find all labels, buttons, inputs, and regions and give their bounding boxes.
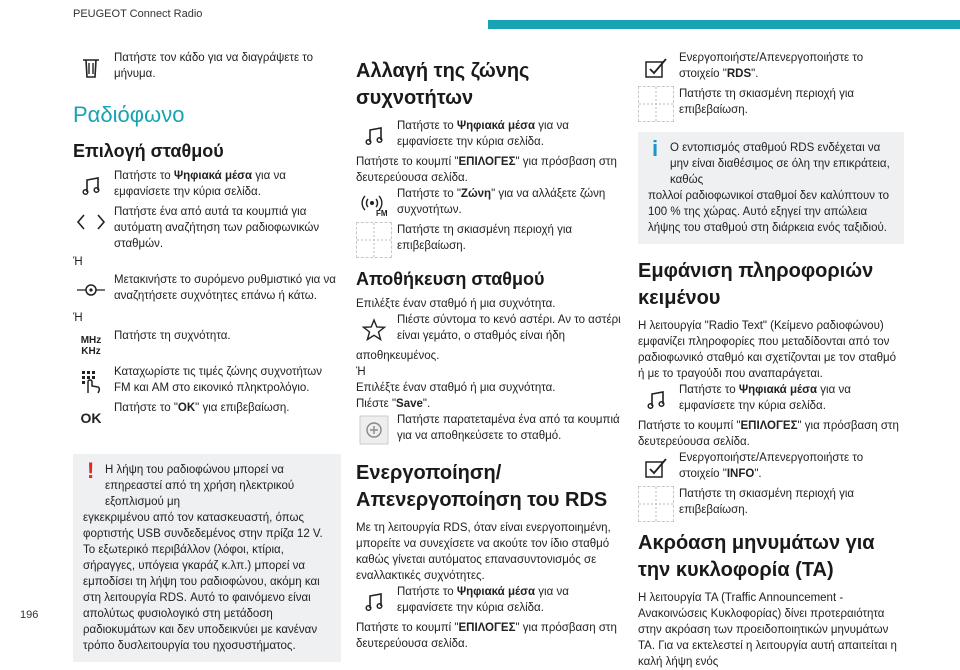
station-step-4: MHz KHz Πατήστε τη συχνότητα. [73, 328, 341, 364]
page-number: 196 [20, 609, 39, 621]
keypad-hand-icon [73, 364, 109, 400]
traffic-announcement-title: Ακρόαση μηνυμάτων για την κυκλοφορία (TA) [638, 532, 875, 581]
store-station-title: Αποθήκευση σταθμού [356, 269, 545, 289]
music-note-icon [356, 118, 392, 154]
running-header: PEUGEOT Connect Radio [73, 8, 203, 20]
rds-title: Ενεργοποίηση/ Απενεργοποίηση του RDS [356, 462, 608, 511]
station-step-2: Πατήστε ένα από αυτά τα κουμπιά για αυτόματη αναζήτηση των ραδιοφωνικών σταθμών. [73, 204, 341, 252]
station-step-3: Μετακινήστε το συρόμενο ρυθμιστικό για να αναζητήσετε συχνότητες επάνω ή κάτω. [73, 272, 341, 308]
text-info-title: Εμφάνιση πληροφοριών κειμένου [638, 260, 874, 309]
shaded-area-icon [638, 486, 674, 522]
station-step-1: Πατήστε το Ψηφιακά μέσα για να εμφανίσετε την κύρια σελίδα. [73, 168, 341, 204]
station-step-6: OK Πατήστε το "OK" για επιβεβαίωση. [73, 400, 341, 436]
music-note-icon [73, 168, 109, 204]
slider-icon [73, 272, 109, 308]
station-step-5: Καταχωρίστε τις τιμές ζώνης συχνοτήτων FM και AM στο εικονικό πληκτρολόγιο. [73, 364, 341, 400]
radio-fm-icon [356, 186, 392, 222]
checkbox-icon [638, 450, 674, 486]
checkbox-icon [638, 50, 674, 86]
column-3: Ενεργοποιήστε/Απενεργοποιήστε το στοιχείο "RDS". Πατήστε τη σκιασμένη περιοχή για επιβεβαίωση. i Ο εντοπισμός σταθμού RDS ενδέχεται να μην είναι διαθέσιμος σε όλη την επικράτεια, καθώς πολλοί ραδιοφωνικοί σταθμοί δεν καλύπτουν το 100 % της χώρας. Αυτό εξηγεί την απώλεια λήψης του σταθμού στη διάρκεια ενός ταξιδιού. Εμφάνιση πληροφοριών κειμένου Η λειτουργία "Radio Text" (Κείμενο ραδιοφώνου) εμφανίζει πληροφορίες που μεταδίδονται από τον ραδιοφωνικό σταθμό και σχετίζονται με τον σταθμό ή με το τραγούδι που αναπαράγεται. Πατήστε το Ψηφιακά μέσα για να εμφανίσετε την κύρια σελίδα. Πατήστε το κουμπί "ΕΠΙΛΟΓΕΣ" για πρόσβαση στη δευτερεύουσα σελίδα. Ενεργοποιήστε/Απενεργοποιήστε το στοιχείο "INFO". Πατήστε τη σκιασμένη περιοχή για επιβεβαίωση. Ακρόαση μηνυμάτων για την κυκλοφορία (TA) Η λειτουργία TA (Traffic Announcement - Ανακοινώσεις Κυκλοφορίας) δίνει προτεραιότητα στην ακρόαση των προειδοποιητικών μηνυμάτων TA. Για να εκτελεστεί η λειτουργία αυτή απαιτείται η καλή λήψη ενός [638, 50, 904, 670]
band-change-title: Αλλαγή της ζώνης συχνοτήτων [356, 60, 530, 109]
svg-text:FM: FM [376, 209, 388, 218]
shaded-area-icon [356, 222, 392, 258]
warning-icon: ! [87, 458, 95, 483]
trash-step [73, 50, 341, 86]
section-title-radio: Ραδιόφωνο [73, 102, 185, 127]
header-accent-bar [488, 20, 960, 29]
media-label: Ψηφιακά μέσα [173, 170, 253, 182]
station-select-title: Επιλογή σταθμού [73, 141, 224, 161]
info-icon: i [652, 136, 659, 161]
music-note-icon [638, 382, 674, 418]
shaded-area-icon [638, 86, 674, 122]
column-2: Αλλαγή της ζώνης συχνοτήτων Πατήστε το Ψηφιακά μέσα για να εμφανίσετε την κύρια σελίδα. Πατήστε το κουμπί "ΕΠΙΛΟΓΕΣ" για πρόσβαση στη δευτερεύουσα σελίδα. FM Πατήστε το "Ζώνη" για να αλλάξετε ζώνη συχνοτήτων. Πατήστε τη σκιασμένη περιοχή για επιβεβαίωση. Αποθήκευση σταθμού Επιλέξτε έναν σταθμό ή μια συχνότητα. Πιέστε σύντομα το κενό αστέρι. Αν το αστέρι είναι γεμάτο, ο σταθμός είναι ήδη αποθηκευμένος. Ή Επιλέξτε έναν σταθμό ή μια συχνότητα. Πιέστε "Save". Πατήστε παρατεταμένα ένα από τα κουμπιά για να αποθηκεύσετε το σταθμό. Ενεργοποίηση/ Απενεργοποίηση του RDS Με τη λειτουργία RDS, όταν είναι ενεργοποιημένη, μπορείτε να συνεχίσετε να ακούτε τον ίδιο σταθμό καθώς γίνεται αυτόματος επανασυντονισμός σε εναλλακτικές συχνότητες. Πατήστε το Ψηφιακά μέσα για να εμφανίσετε την κύρια σελίδα. Πατήστε το κουμπί "ΕΠΙΛΟΓΕΣ" για πρόσβαση στη δευτερεύουσα σελίδα. [356, 58, 623, 652]
music-note-icon [356, 584, 392, 620]
star-icon [356, 312, 392, 348]
ok-icon: OK [80, 410, 102, 426]
trash-text: Πατήστε τον κάδο για να διαγράψετε το μήνυμα. [114, 52, 314, 80]
mhz-khz-icon: MHz KHz [80, 335, 102, 357]
trash-icon [73, 50, 109, 86]
warning-note: ! Η λήψη του ραδιοφώνου μπορεί να επηρεαστεί από τη χρήση ηλεκτρικού εξοπλισμού μη εγκεκριμένου από τον κατασκευαστή, όπως φορτιστής USB συνδεδεμένος στην πρίζα 12 V. Το εξωτερικό περιβάλλον (λόφοι, κτίρια, σήραγγες, υπόγεια γκαράζ κ.λπ.) μπορεί να εμποδίσει τη λήψη του ραδιοφώνου, ακόμη και στη λειτουργία RDS. Αυτό το φαινόμενο είναι απολύτως φυσιολογικό στη μετάδοση ραδιοκυμάτων και δεν υποδεικνύει με κανέναν τρόπο δυσλειτουργία του ηχοσυστήματος. [73, 454, 341, 662]
chevrons-left-right-icon [73, 204, 109, 240]
column-1: Πατήστε τον κάδο για να διαγράψετε το μήνυμα. Ραδιόφωνο Επιλογή σταθμού Πατήστε το Ψηφιακά μέσα για να εμφανίσετε την κύρια σελίδα. Πατήστε ένα από αυτά τα κουμπιά για αυτόματη αναζήτηση των ραδιοφωνικών σταθμών. Ή Μετακινήστε το συρόμενο ρυθμιστικό για να αναζητήσετε συχνότητες επάνω ή κάτω. Ή MHz KHz Πατήστε τη συχνότητα. Καταχωρίστε τις τιμές ζώνης συχνοτήτων FM και AM στο εικονικό πληκτρολόγιο. OK Πατήστε το "OK" για επιβεβαίωση. ! Η λήψη του ραδιοφώνου μπορεί να επηρεαστεί από τη χρήση ηλεκτρικού εξοπλισμού μη εγκεκριμένου από τον κατασκευαστή, όπως φορτιστής USB συνδεδεμένος στην πρίζα 12 V. Το εξωτερικό περιβάλλον (λόφοι, κτίρια, σήραγγες, υπόγεια γκαράζ κ.λπ.) μπορεί να εμποδίσει τη λήψη του ραδιοφώνου, ακόμη και στη λειτουργία RDS. Αυτό το φαινόμενο είναι απολύτως φυσιολογικό στη μετάδοση ραδιοκυμάτων και δεν υποδεικνύει με κανέναν τρόπο δυσλειτουργία του ηχοσυστήματος. [73, 50, 341, 662]
add-preset-icon [356, 412, 392, 448]
info-note: i Ο εντοπισμός σταθμού RDS ενδέχεται να μην είναι διαθέσιμος σε όλη την επικράτεια, καθώς πολλοί ραδιοφωνικοί σταθμοί δεν καλύπτουν το 100 % της χώρας. Αυτό εξηγεί την απώλεια λήψης του σταθμού στη διάρκεια ενός ταξιδιού. [638, 132, 904, 244]
